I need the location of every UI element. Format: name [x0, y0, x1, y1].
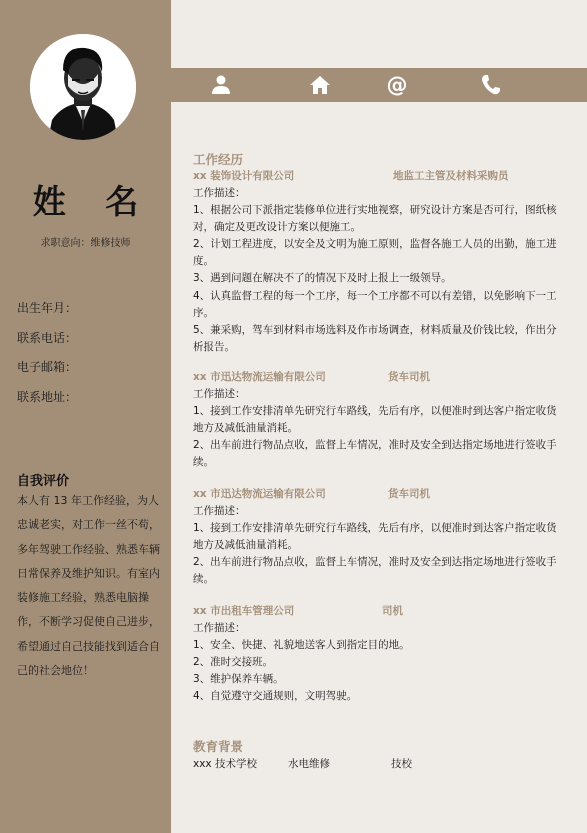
- job-desc-line: 2、准时交接班。: [193, 656, 274, 669]
- job-desc-label: 工作描述：: [193, 187, 246, 199]
- job-desc-line: 1、安全、快捷、礼貌地送客人到指定目的地。: [193, 639, 410, 652]
- job-desc-line: 4、认真监督工程的每一个工序，每一个工序都不可以有差错，以免影响下一工序。: [193, 289, 557, 319]
- user-icon: [208, 72, 234, 98]
- avatar: [30, 34, 136, 140]
- job-role: 货车司机: [388, 371, 430, 383]
- email-icon: [384, 72, 410, 98]
- education-school: xxx 技术学校: [193, 758, 257, 770]
- job-role: 司机: [382, 605, 403, 617]
- job-desc-line: 1、根据公司下派指定装修单位进行实地视察，研究设计方案是否可行，图纸核对，确定及更改设计方案以便施工。: [193, 204, 557, 234]
- self-eval-title: 自我评价: [17, 474, 70, 489]
- birth-date-label: 出生年月：: [17, 301, 78, 315]
- job-company: xx 市迅达物流运输有限公司: [193, 488, 326, 500]
- svg-text:@: @: [386, 73, 408, 97]
- job-entry: [193, 486, 565, 588]
- education-degree: 技校: [391, 758, 412, 770]
- job-desc-line: 2、出车前进行物品点收，监督上车情况，准时及安全到达指定场地进行签收手续。: [193, 556, 557, 586]
- job-desc-line: 3、维护保养车辆。: [193, 673, 284, 686]
- home-icon: [307, 72, 333, 98]
- job-intent: 求职意向：维修技师: [40, 238, 131, 249]
- self-eval-text: 本人有 13 年工作经验，为人忠诚老实，对工作一丝不苟，多年驾驶工作经验、熟悉车辆日常保养及维护知识。有室内装修施工经验，熟悉电脑操作，不断学习促使自己进步，希望通过自己技能找到适合自己的社会地位！: [17, 494, 160, 678]
- job-desc-line: 1、接到工作安排清单先研究行车路线，先后有序，以便准时到达客户指定收货地方及减低油量消耗。: [193, 522, 557, 552]
- job-desc-line: 1、接到工作安排清单先研究行车路线，先后有序，以便准时到达客户指定收货地方及减低油量消耗。: [193, 405, 557, 435]
- job-role: 地监工主管及材料采购员: [393, 170, 509, 182]
- job-desc-label: 工作描述：: [193, 505, 246, 517]
- job-entry: [193, 603, 565, 705]
- phone-label: 联系电话：: [17, 331, 78, 345]
- job-entry: [193, 369, 565, 471]
- job-company: xx 市迅达物流运输有限公司: [193, 371, 326, 383]
- job-desc-line: 2、计划工程进度，以安全及文明为施工原则，监督各施工人员的出勤，施工进度。: [193, 238, 557, 268]
- job-company: xx 市出租车管理公司: [193, 605, 295, 617]
- email-label: 电子邮箱：: [17, 360, 78, 374]
- candidate-name: 姓 名: [32, 182, 153, 221]
- job-entry: [193, 168, 565, 356]
- phone-icon: [477, 72, 503, 98]
- sidebar: [0, 0, 171, 833]
- address-label: 联系地址：: [17, 390, 78, 404]
- job-desc-line: 5、兼采购，驾车到材料市场选料及作市场调查，材料质量及价钱比较，作出分析报告。: [193, 323, 557, 353]
- job-desc-label: 工作描述：: [193, 388, 246, 400]
- job-desc-line: 2、出车前进行物品点收，监督上车情况，准时及安全到达指定场地进行签收手续。: [193, 439, 557, 469]
- job-company: xx 装饰设计有限公司: [193, 170, 295, 182]
- job-desc-line: 4、自觉遵守交通规则，文明驾驶。: [193, 690, 358, 703]
- job-desc-line: 3、遇到问题在解决不了的情况下及时上报上一级领导。: [193, 272, 452, 285]
- education-title: 教育背景: [193, 739, 244, 754]
- contact-icon-bar: [171, 68, 587, 102]
- job-desc-label: 工作描述：: [193, 622, 246, 634]
- work-title: 工作经历: [193, 152, 244, 167]
- education-major: 水电维修: [288, 758, 330, 770]
- job-role: 货车司机: [388, 488, 430, 500]
